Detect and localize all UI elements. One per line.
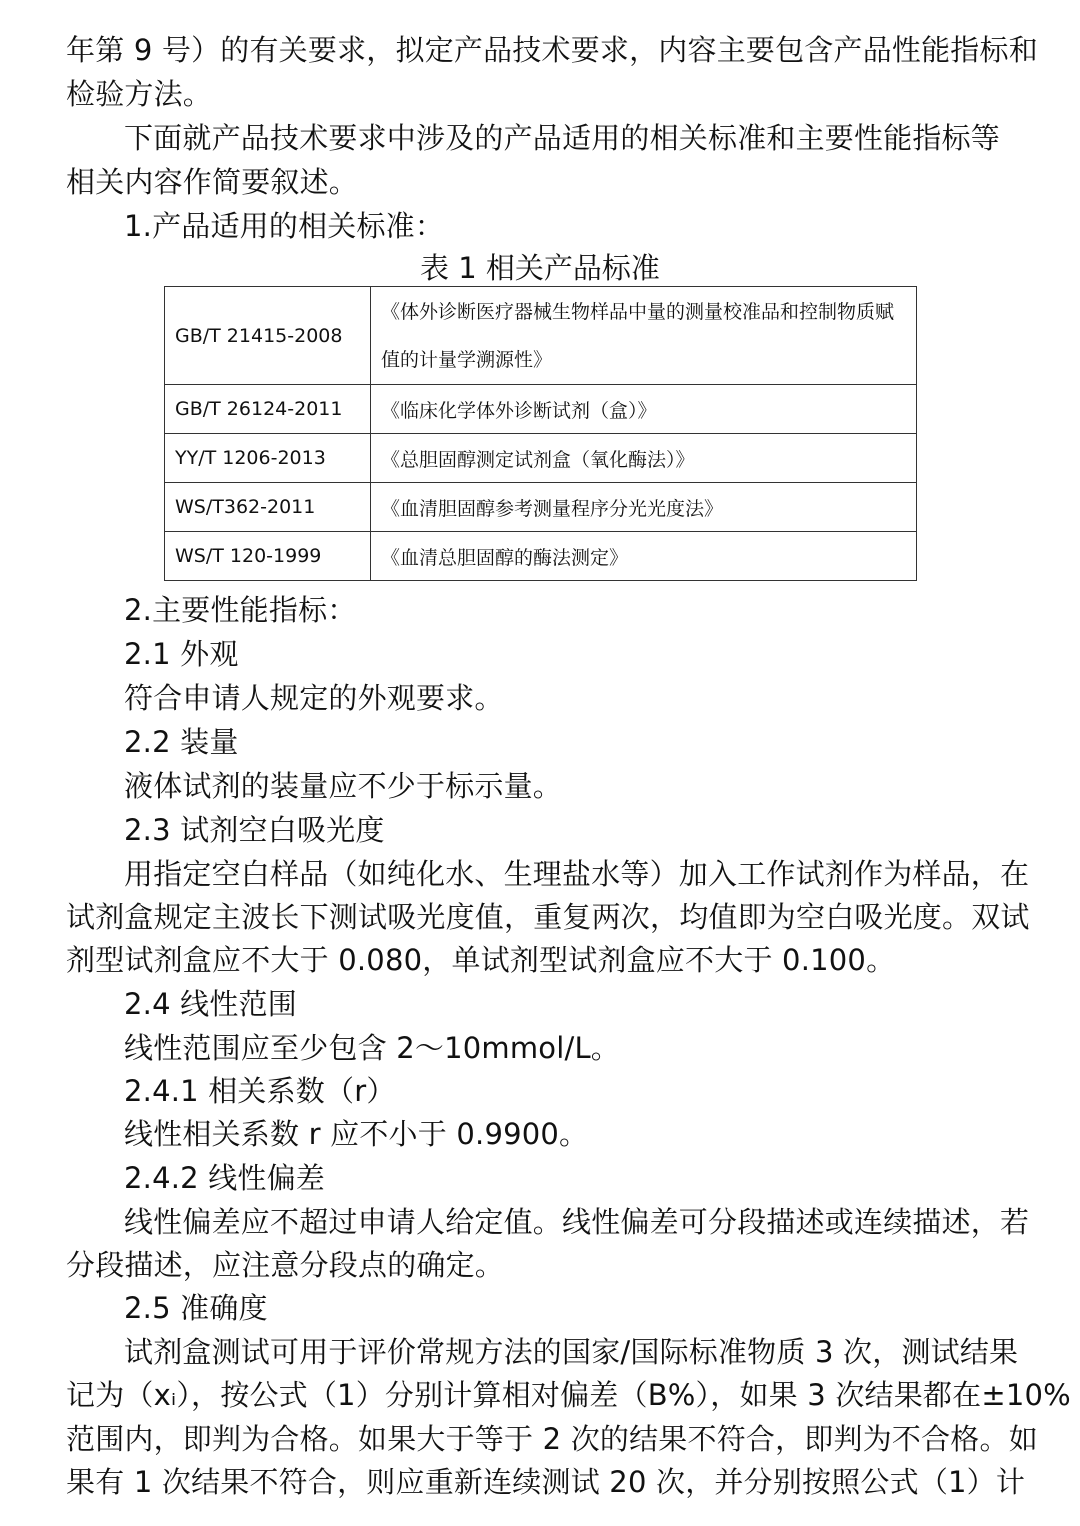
text-line: 线性范围应至少包含 2～10mmol/L。 bbox=[124, 1031, 620, 1065]
table-row bbox=[165, 483, 917, 532]
text-line: 记为（xᵢ），按公式（1）分别计算相对偏差（B%），如果 3 次结果都在±10% bbox=[66, 1378, 1071, 1412]
text-line: 符合申请人规定的外观要求。 bbox=[124, 681, 504, 715]
standard-code: GB/T 26124-2011 bbox=[165, 385, 371, 434]
standard-code: GB/T 21415-2008 bbox=[165, 287, 371, 385]
standards-table bbox=[164, 286, 917, 581]
standard-title: 《血清胆固醇参考测量程序分光光度法》 bbox=[371, 483, 917, 532]
section-heading: 2.3 试剂空白吸光度 bbox=[124, 813, 385, 847]
text-line: 线性相关系数 r 应不小于 0.9900。 bbox=[124, 1117, 589, 1151]
section-heading: 2.4.1 相关系数（r） bbox=[124, 1074, 396, 1108]
table-caption: 表 1 相关产品标准 bbox=[420, 251, 660, 285]
standard-title bbox=[371, 287, 917, 385]
text-line: 范围内，即判为合格。如果大于等于 2 次的结果不符合，即判为不合格。如 bbox=[66, 1422, 1038, 1456]
standard-title: 《血清总胆固醇的酶法测定》 bbox=[371, 532, 917, 581]
section-heading: 2.2 装量 bbox=[124, 725, 239, 759]
section-heading: 2.4.2 线性偏差 bbox=[124, 1161, 326, 1195]
standard-code: WS/T 120-1999 bbox=[165, 532, 371, 581]
text-line: 液体试剂的装量应不少于标示量。 bbox=[124, 769, 563, 803]
section-heading: 2.主要性能指标： bbox=[124, 593, 357, 627]
text-line: 用指定空白样品（如纯化水、生理盐水等）加入工作试剂作为样品，在 bbox=[124, 857, 1030, 891]
text-line: 相关内容作简要叙述。 bbox=[66, 165, 359, 199]
standard-title: 《总胆固醇测定试剂盒（氧化酶法）》 bbox=[371, 434, 917, 483]
table-row bbox=[165, 385, 917, 434]
text-line: 剂型试剂盒应不大于 0.080，单试剂型试剂盒应不大于 0.100。 bbox=[66, 943, 896, 977]
text-line: 年第 9 号）的有关要求，拟定产品技术要求，内容主要包含产品性能指标和 bbox=[66, 33, 1038, 67]
table-row bbox=[165, 434, 917, 483]
table-row bbox=[165, 532, 917, 581]
section-heading: 2.4 线性范围 bbox=[124, 987, 297, 1021]
text-line: 下面就产品技术要求中涉及的产品适用的相关标准和主要性能指标等 bbox=[124, 121, 1001, 155]
section-heading: 2.1 外观 bbox=[124, 637, 239, 671]
text-line: 试剂盒测试可用于评价常规方法的国家/国际标准物质 3 次，测试结果 bbox=[124, 1335, 1019, 1369]
text-line: 果有 1 次结果不符合，则应重新连续测试 20 次，并分别按照公式（1）计 bbox=[66, 1465, 1026, 1499]
standard-code: YY/T 1206-2013 bbox=[165, 434, 371, 483]
text-line: 分段描述，应注意分段点的确定。 bbox=[66, 1248, 505, 1282]
text-line: 检验方法。 bbox=[66, 77, 213, 111]
standard-title-line: 值的计量学溯源性》 bbox=[381, 348, 553, 371]
standard-title-line: 《体外诊断医疗器械生物样品中量的测量校准品和控制物质赋 bbox=[381, 300, 895, 323]
section-heading: 1.产品适用的相关标准： bbox=[124, 209, 445, 243]
standard-title: 《临床化学体外诊断试剂（盒）》 bbox=[371, 385, 917, 434]
text-line: 试剂盒规定主波长下测试吸光度值，重复两次，均值即为空白吸光度。双试 bbox=[66, 900, 1030, 934]
text-line: 线性偏差应不超过申请人给定值。线性偏差可分段描述或连续描述，若 bbox=[124, 1205, 1030, 1239]
standard-code: WS/T362-2011 bbox=[165, 483, 371, 532]
section-heading: 2.5 准确度 bbox=[124, 1291, 268, 1325]
table-row bbox=[165, 287, 917, 385]
